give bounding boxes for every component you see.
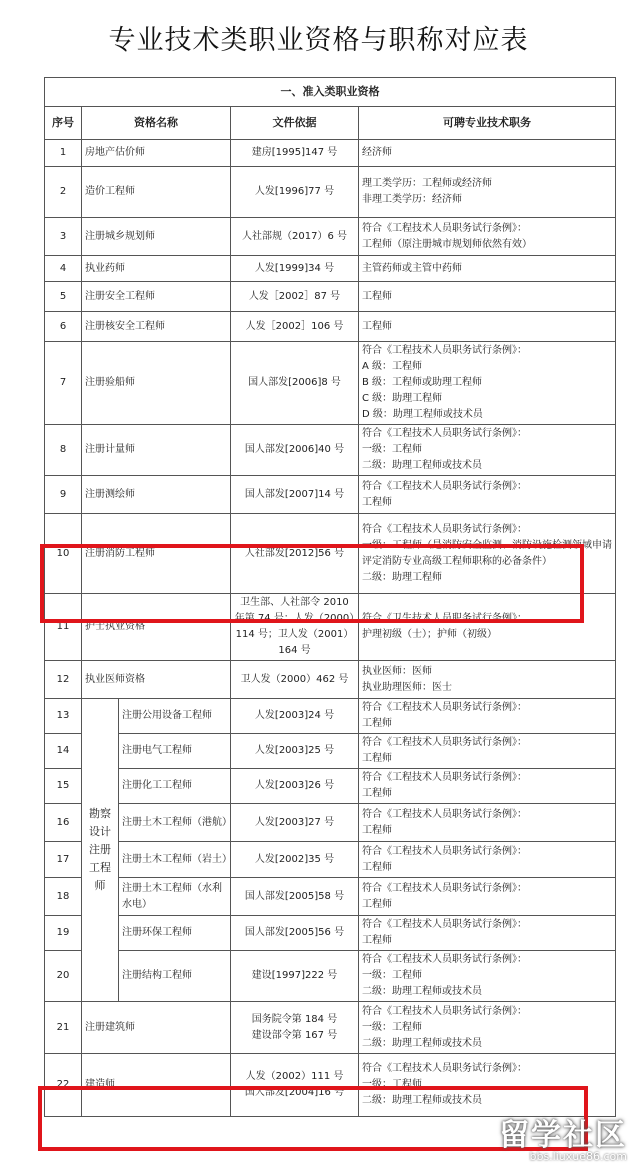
cell-post: 符合《工程技术人员职务试行条例》： 工程师 <box>359 804 616 842</box>
cell-post: 工程师 <box>359 312 616 342</box>
cell-idx: 20 <box>45 951 82 1002</box>
cell-file: 人发（2002）111 号 国人部发[2004]16 号 <box>231 1054 359 1117</box>
table-row <box>45 842 616 878</box>
header-name: 资格名称 <box>82 107 231 140</box>
cell-idx: 21 <box>45 1002 82 1054</box>
cell-name: 注册电气工程师 <box>119 734 231 769</box>
cell-name: 注册结构工程师 <box>119 951 231 1002</box>
qualification-table <box>44 77 616 1117</box>
cell-idx: 14 <box>45 734 82 769</box>
table-row <box>45 425 616 476</box>
cell-post: 经济师 <box>359 140 616 167</box>
cell-file: 国人部发[2006]8 号 <box>231 342 359 425</box>
cell-post: 符合《工程技术人员职务试行条例》： 一级：工程师 二级：助理工程师或技术员 <box>359 1054 616 1117</box>
table-row <box>45 699 616 734</box>
cell-file: 国人部发[2007]14 号 <box>231 476 359 514</box>
table-row <box>45 916 616 951</box>
cell-post: 主管药师或主管中药师 <box>359 256 616 282</box>
cell-idx: 13 <box>45 699 82 734</box>
cell-file: 人发[1996]77 号 <box>231 167 359 218</box>
cell-idx: 7 <box>45 342 82 425</box>
table-body <box>45 140 616 1117</box>
cell-file: 人发[2002]35 号 <box>231 842 359 878</box>
cell-file: 人发[1999]34 号 <box>231 256 359 282</box>
cell-idx: 22 <box>45 1054 82 1117</box>
cell-idx: 8 <box>45 425 82 476</box>
cell-post: 符合《工程技术人员职务试行条例》： 一级：工程师 二级：助理工程师或技术员 <box>359 951 616 1002</box>
table-row <box>45 167 616 218</box>
cell-name: 执业医师资格 <box>82 661 231 699</box>
cell-file: 国务院令第 184 号 建设部令第 167 号 <box>231 1002 359 1054</box>
table-row <box>45 804 616 842</box>
cell-idx: 15 <box>45 769 82 804</box>
header-file: 文件依据 <box>231 107 359 140</box>
cell-post: 理工类学历：工程师或经济师 非理工类学历：经济师 <box>359 167 616 218</box>
cell-file: 人发[2003]25 号 <box>231 734 359 769</box>
table-row <box>45 951 616 1002</box>
cell-name: 执业药师 <box>82 256 231 282</box>
cell-file: 卫生部、人社部令 2010 年第 74 号；人发（2000）114 号；卫人发（2001）164 号 <box>231 594 359 661</box>
cell-idx: 19 <box>45 916 82 951</box>
cell-post: 符合《工程技术人员职务试行条例》： 一级：工程师 二级：助理工程师或技术员 <box>359 1002 616 1054</box>
watermark <box>499 1110 627 1163</box>
cell-file: 国人部发[2005]56 号 <box>231 916 359 951</box>
cell-post: 符合《工程技术人员职务试行条例》： 工程师 <box>359 734 616 769</box>
cell-name: 护士执业资格 <box>82 594 231 661</box>
header-post: 可聘专业技术职务 <box>359 107 616 140</box>
cell-name: 房地产估价师 <box>82 140 231 167</box>
cell-idx: 10 <box>45 514 82 594</box>
watermark-logo-text: 留学社区 <box>499 1118 627 1153</box>
cell-idx: 9 <box>45 476 82 514</box>
cell-post: 符合《工程技术人员职务试行条例》： A 级：工程师 B 级：工程师或助理工程师 C 级：助理工程师 D 级：助理工程师或技术员 <box>359 342 616 425</box>
cell-post: 符合《工程技术人员职务试行条例》： 工程师 <box>359 916 616 951</box>
cell-name: 注册土木工程师（水利水电） <box>119 878 231 916</box>
table-row <box>45 734 616 769</box>
cell-name: 注册土木工程师（港航） <box>119 804 231 842</box>
cell-name: 注册城乡规划师 <box>82 218 231 256</box>
cell-name: 注册核安全工程师 <box>82 312 231 342</box>
cell-post: 符合《工程技术人员职务试行条例》： 一级：工程师（是消防安全监测、消防设施检测领域申请评定消防专业高级工程师职称的必备条件） 二级：助理工程师 <box>359 514 616 594</box>
cell-post: 符合《工程技术人员职务试行条例》： 工程师（原注册城市规划师依然有效） <box>359 218 616 256</box>
cell-post: 符合《工程技术人员职务试行条例》： 工程师 <box>359 699 616 734</box>
cell-idx: 6 <box>45 312 82 342</box>
cell-file: 人发［2002］87 号 <box>231 282 359 312</box>
cell-name: 注册消防工程师 <box>82 514 231 594</box>
table-row <box>45 218 616 256</box>
cell-idx: 4 <box>45 256 82 282</box>
cell-post: 工程师 <box>359 282 616 312</box>
cell-idx: 12 <box>45 661 82 699</box>
cell-file: 人社部发[2012]56 号 <box>231 514 359 594</box>
cell-name: 注册化工工程师 <box>119 769 231 804</box>
cell-file: 人社部规（2017）6 号 <box>231 218 359 256</box>
table-row <box>45 661 616 699</box>
group-label-cell: 勘察设计注册工程师 <box>82 699 119 1002</box>
table-row <box>45 476 616 514</box>
cell-name: 建造师 <box>82 1054 231 1117</box>
table-row <box>45 312 616 342</box>
cell-idx: 3 <box>45 218 82 256</box>
header-idx: 序号 <box>45 107 82 140</box>
table-row <box>45 256 616 282</box>
cell-file: 建设[1997]222 号 <box>231 951 359 1002</box>
watermark-url: bbs.liuxue86.com <box>529 1150 627 1163</box>
cell-file: 国人部发[2005]58 号 <box>231 878 359 916</box>
cell-name: 注册测绘师 <box>82 476 231 514</box>
cell-file: 国人部发[2006]40 号 <box>231 425 359 476</box>
table-row <box>45 282 616 312</box>
table-row <box>45 514 616 594</box>
cell-name: 注册土木工程师（岩土） <box>119 842 231 878</box>
cell-post: 符合《工程技术人员职务试行条例》： 工程师 <box>359 769 616 804</box>
cell-file: 建房[1995]147 号 <box>231 140 359 167</box>
cell-post: 符合《工程技术人员职务试行条例》： 工程师 <box>359 878 616 916</box>
table-row <box>45 878 616 916</box>
cell-file: 人发[2003]24 号 <box>231 699 359 734</box>
cell-post: 符合《工程技术人员职务试行条例》： 工程师 <box>359 842 616 878</box>
table-row <box>45 769 616 804</box>
table-row <box>45 140 616 167</box>
cell-file: 人发［2002］106 号 <box>231 312 359 342</box>
cell-idx: 16 <box>45 804 82 842</box>
table-row <box>45 594 616 661</box>
section-title: 一、准入类职业资格 <box>45 78 616 107</box>
cell-post: 符合《工程技术人员职务试行条例》： 工程师 <box>359 476 616 514</box>
cell-idx: 11 <box>45 594 82 661</box>
table-row <box>45 1002 616 1054</box>
table-row <box>45 1054 616 1117</box>
cell-idx: 18 <box>45 878 82 916</box>
cell-name: 造价工程师 <box>82 167 231 218</box>
cell-name: 注册建筑师 <box>82 1002 231 1054</box>
cell-idx: 5 <box>45 282 82 312</box>
cell-file: 卫人发（2000）462 号 <box>231 661 359 699</box>
cell-post: 符合《卫生技术人员职务试行条例》： 护理初级（士）；护师（初级） <box>359 594 616 661</box>
cell-name: 注册公用设备工程师 <box>119 699 231 734</box>
page-title: 专业技术类职业资格与职称对应表 <box>108 25 529 56</box>
cell-idx: 1 <box>45 140 82 167</box>
table-row <box>45 342 616 425</box>
cell-idx: 17 <box>45 842 82 878</box>
cell-post: 执业医师：医师 执业助理医师：医士 <box>359 661 616 699</box>
cell-name: 注册环保工程师 <box>119 916 231 951</box>
cell-post: 符合《工程技术人员职务试行条例》： 一级：工程师 二级：助理工程师或技术员 <box>359 425 616 476</box>
cell-name: 注册计量师 <box>82 425 231 476</box>
cell-file: 人发[2003]27 号 <box>231 804 359 842</box>
cell-name: 注册验船师 <box>82 342 231 425</box>
cell-file: 人发[2003]26 号 <box>231 769 359 804</box>
cell-idx: 2 <box>45 167 82 218</box>
cell-name: 注册安全工程师 <box>82 282 231 312</box>
